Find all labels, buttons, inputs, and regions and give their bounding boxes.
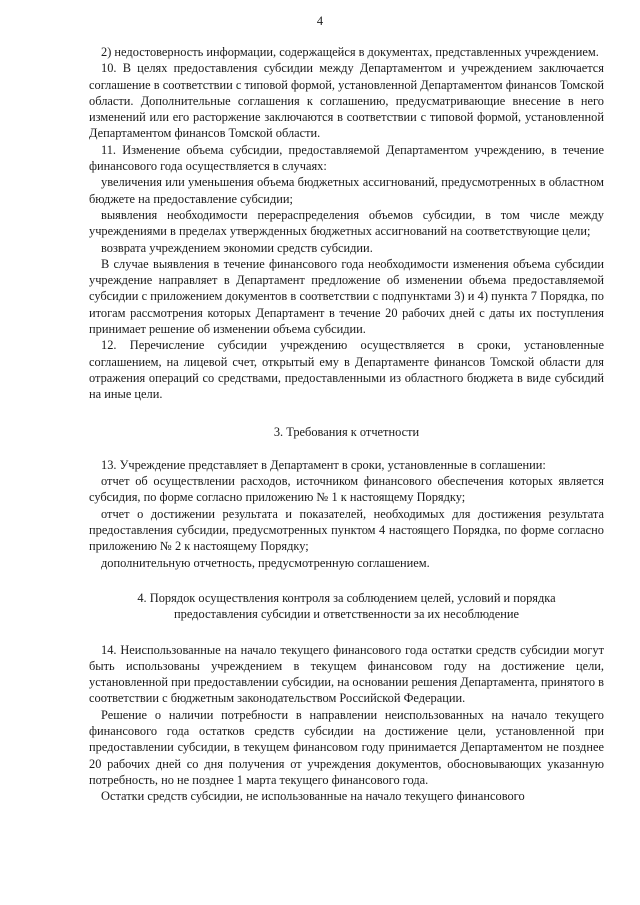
paragraph: 14. Неиспользованные на начало текущего финансового года остатки средств субсидии могут быть использованы учреждением в текущем финансовом году на достижение цели, установленной при предоставлении субсидии, на основании решения Департамента, принятого в соответствии с бюджетным законодательством Российской Федерации. bbox=[89, 642, 604, 706]
paragraph: 2) недостоверность информации, содержащейся в документах, представленных учреждением. bbox=[101, 45, 599, 59]
paragraph: Решение о наличии потребности в направлении неиспользованных на начало текущего финансового года остатков средств субсидии на достижение цели, установленной при предоставлении субсидии, в текущем финансовом году принимается Департаментом не позднее 20 рабочих дней со дня получения от учреждения документов, обосновывающих указанную потребность, но не позднее 1 марта текущего финансового года. bbox=[89, 707, 604, 787]
paragraph: возврата учреждением экономии средств субсидии. bbox=[101, 240, 373, 255]
section-heading-4 bbox=[89, 590, 604, 623]
paragraph: 12. Перечисление субсидии учреждению осуществляется в сроки, установленные соглашением, на лицевой счет, открытый ему в Департаменте финансов Томской области для отражения операций со средствами, предоставленными из областного бюджета в виде субсидий на иные цели. bbox=[89, 338, 604, 402]
paragraph: дополнительную отчетность, предусмотренную соглашением. bbox=[101, 555, 430, 570]
paragraph: выявления необходимости перераспределения объемов субсидии, в том числе между учреждениями в пределах утвержденных бюджетных ассигнований на соответствующие цели; bbox=[89, 207, 604, 239]
paragraph: 10. В целях предоставления субсидии между Департаментом и учреждением заключается соглашение в соответствии с типовой формой, установленной Департаментом финансов Томской области. Дополнительные соглашения к соглашению, предусматривающие внесение в него изменений или его расторжение заключаются в соответствии с типовой формой, установленной Департаментом финансов Томской области. bbox=[89, 61, 604, 141]
page-number: 4 bbox=[316, 14, 324, 28]
paragraph: отчет об осуществлении расходов, источником финансового обеспечения которых является субсидия, по форме согласно приложению № 1 к настоящему Порядку; bbox=[89, 474, 604, 505]
paragraph: отчет о достижении результата и показателей, необходимых для достижения результата предоставления субсидии, предусмотренных пунктом 4 настоящего Порядка, по форме согласно приложению № 2 к настоящему Порядку; bbox=[89, 506, 604, 554]
paragraph: 11. Изменение объема субсидии, предоставляемой Департаментом учреждению, в течение финансового года осуществляется в случаях: bbox=[89, 142, 604, 174]
paragraph: 13. Учреждение представляет в Департамент в сроки, установленные в соглашении: bbox=[101, 457, 546, 472]
paragraph: В случае выявления в течение финансового года необходимости изменения объема субсидии учреждение направляет в Департамент предложение об изменении объема предоставляемой субсидии с приложением документов в соответствии с подпунктами 3) и 4) пункта 7 Порядка, по итогам рассмотрения которых Департамент в течение 20 рабочих дней с даты их поступления принимает решение об изменении объема субсидии. bbox=[89, 256, 604, 337]
document-body bbox=[89, 44, 604, 804]
paragraph: Остатки средств субсидии, не использованные на начало текущего финансового bbox=[101, 789, 525, 804]
section-heading-4-line2: предоставления субсидии и ответственности за их несоблюдение bbox=[174, 607, 519, 622]
paragraph: увеличения или уменьшения объема бюджетных ассигнований, предусмотренных в областном бюджете на предоставление субсидии; bbox=[89, 175, 604, 206]
section-heading-4-line1: 4. Порядок осуществления контроля за соблюдением целей, условий и порядка bbox=[137, 590, 556, 605]
section-heading-3: 3. Требования к отчетности bbox=[273, 424, 420, 439]
